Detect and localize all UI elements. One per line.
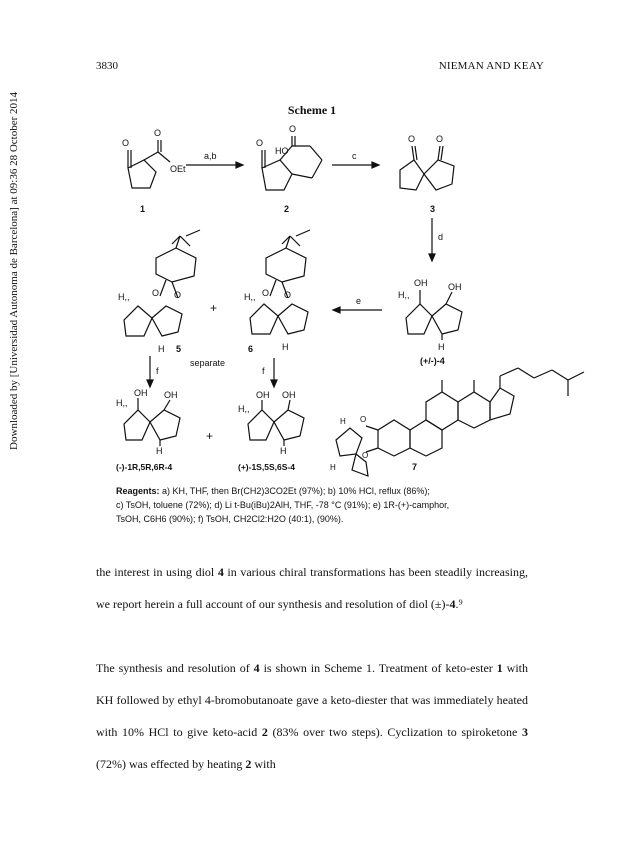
separate-label: separate <box>190 358 226 368</box>
reagents-line: TsOH, C6H6 (90%); f) TsOH, CH2Cl2:H2O (40:1), (90%). <box>116 514 344 524</box>
atom-o: O <box>256 138 264 148</box>
atom-h: H <box>282 342 289 352</box>
compound-4-racemic <box>398 278 462 366</box>
atom-h: H,, <box>398 290 410 300</box>
label-compound-6: 6 <box>248 344 254 354</box>
atom-oet: OEt <box>170 164 186 174</box>
atom-o: O <box>362 451 369 460</box>
compound-1 <box>122 128 186 214</box>
paragraph <box>96 652 528 780</box>
atom-h: H <box>330 463 336 472</box>
page-number: 3830 <box>96 60 118 72</box>
paragraph-text: The synthesis and resolution of <box>96 661 254 675</box>
compound-4-plus <box>238 390 304 472</box>
paragraph <box>96 556 528 620</box>
plus-sign: + <box>210 301 218 315</box>
paragraph-text: in various chiral transformations has been steadily increasing, we report herein a full account of our synthesis and resolution of diol (±)- <box>96 565 528 611</box>
atom-o: O <box>408 134 416 144</box>
compound-ref: 4 <box>253 661 260 675</box>
paragraph-text: .⁹ <box>455 597 463 611</box>
arrow-label-e: e <box>356 296 362 306</box>
compound-ref: 1 <box>496 661 503 675</box>
arrow-label-f: f <box>262 366 265 376</box>
compound-ref: 2 <box>261 725 268 739</box>
compound-ref: 3 <box>522 725 528 739</box>
running-head: NIEMAN AND KEAY <box>438 60 544 72</box>
scheme-title: Scheme 1 <box>287 103 337 117</box>
reagents-line: c) TsOH, toluene (72%); d) Li t-Bu(iBu)2AlH, THF, -78 °C (91%); e) 1R-(+)-camphor, <box>116 500 450 510</box>
atom-h: H,, <box>118 292 130 302</box>
atom-h: H <box>280 446 287 456</box>
label-compound-5: 5 <box>176 344 182 354</box>
atom-h: H,, <box>244 292 256 302</box>
atom-o: O <box>289 124 297 134</box>
reagents-text: a) KH, THF, then Br(CH2)3CO2Et (97%); b) 10% HCl, reflux (86%); <box>159 486 430 496</box>
compound-2 <box>256 124 322 214</box>
label-compound-2: 2 <box>284 204 290 214</box>
paragraph-text: with <box>251 757 276 771</box>
download-watermark: Downloaded by [Universidad Autonoma de Barcelona] at 09:36 28 October 2014 <box>8 91 20 450</box>
paragraph-text: the interest in using diol <box>96 565 218 579</box>
paragraph-text: is shown in Scheme 1. Treatment of keto-ester <box>259 661 497 675</box>
atom-oh: OH <box>134 388 148 398</box>
compound-7 <box>330 368 584 476</box>
compound-5 <box>118 230 200 354</box>
atom-o: O <box>174 290 182 300</box>
atom-oh: OH <box>164 390 178 400</box>
compound-ref: 4 <box>217 565 224 579</box>
compound-3 <box>400 134 454 214</box>
atom-o: O <box>262 288 270 298</box>
atom-h: H <box>340 417 346 426</box>
atom-o: O <box>436 134 444 144</box>
atom-o: O <box>154 128 162 138</box>
atom-o: O <box>152 288 160 298</box>
atom-oh: OH <box>282 390 296 400</box>
label-compound-1: 1 <box>140 204 146 214</box>
atom-oh: OH <box>414 278 428 288</box>
paragraph-text: (72%) was effected by heating <box>96 757 246 771</box>
compound-ref: 2 <box>245 757 252 771</box>
label-compound-7: 7 <box>412 462 418 472</box>
atom-oh: OH <box>256 390 270 400</box>
label-compound-4-plus: (+)-1S,5S,6S-4 <box>238 462 295 472</box>
atom-h: H <box>158 344 165 354</box>
arrow-label-c: c <box>352 151 357 161</box>
atom-oh: OH <box>448 282 462 292</box>
atom-h: H <box>438 342 445 352</box>
atom-o: O <box>284 290 292 300</box>
atom-o: O <box>122 138 130 148</box>
atom-h: H <box>156 446 163 456</box>
arrow-label-d: d <box>438 232 444 242</box>
reagents-label: Reagents: <box>116 486 160 496</box>
atom-ho: HO <box>275 146 289 156</box>
plus-sign: + <box>206 429 214 443</box>
atom-h: H,, <box>116 398 128 408</box>
paragraph-text: with KH followed by ethyl 4-bromobutanoate gave a keto-diester that was immediately heated with 10% HCl to give keto-acid <box>96 661 528 739</box>
compound-4-minus <box>116 388 180 472</box>
arrow-label-f: f <box>156 366 159 376</box>
reagents-line <box>116 484 536 498</box>
arrow-label-ab: a,b <box>204 151 217 161</box>
label-compound-4-minus: (-)-1R,5R,6R-4 <box>116 462 173 472</box>
reagents-block <box>116 484 536 526</box>
atom-o: O <box>360 415 367 424</box>
atom-h: H,, <box>238 404 250 414</box>
label-compound-4-racemic: (+/-)-4 <box>420 356 445 366</box>
label-compound-3: 3 <box>430 204 436 214</box>
compound-6 <box>244 230 310 354</box>
compound-ref: 4 <box>449 597 456 611</box>
paragraph-text: (83% over two steps). Cyclization to spiroketone <box>267 725 522 739</box>
